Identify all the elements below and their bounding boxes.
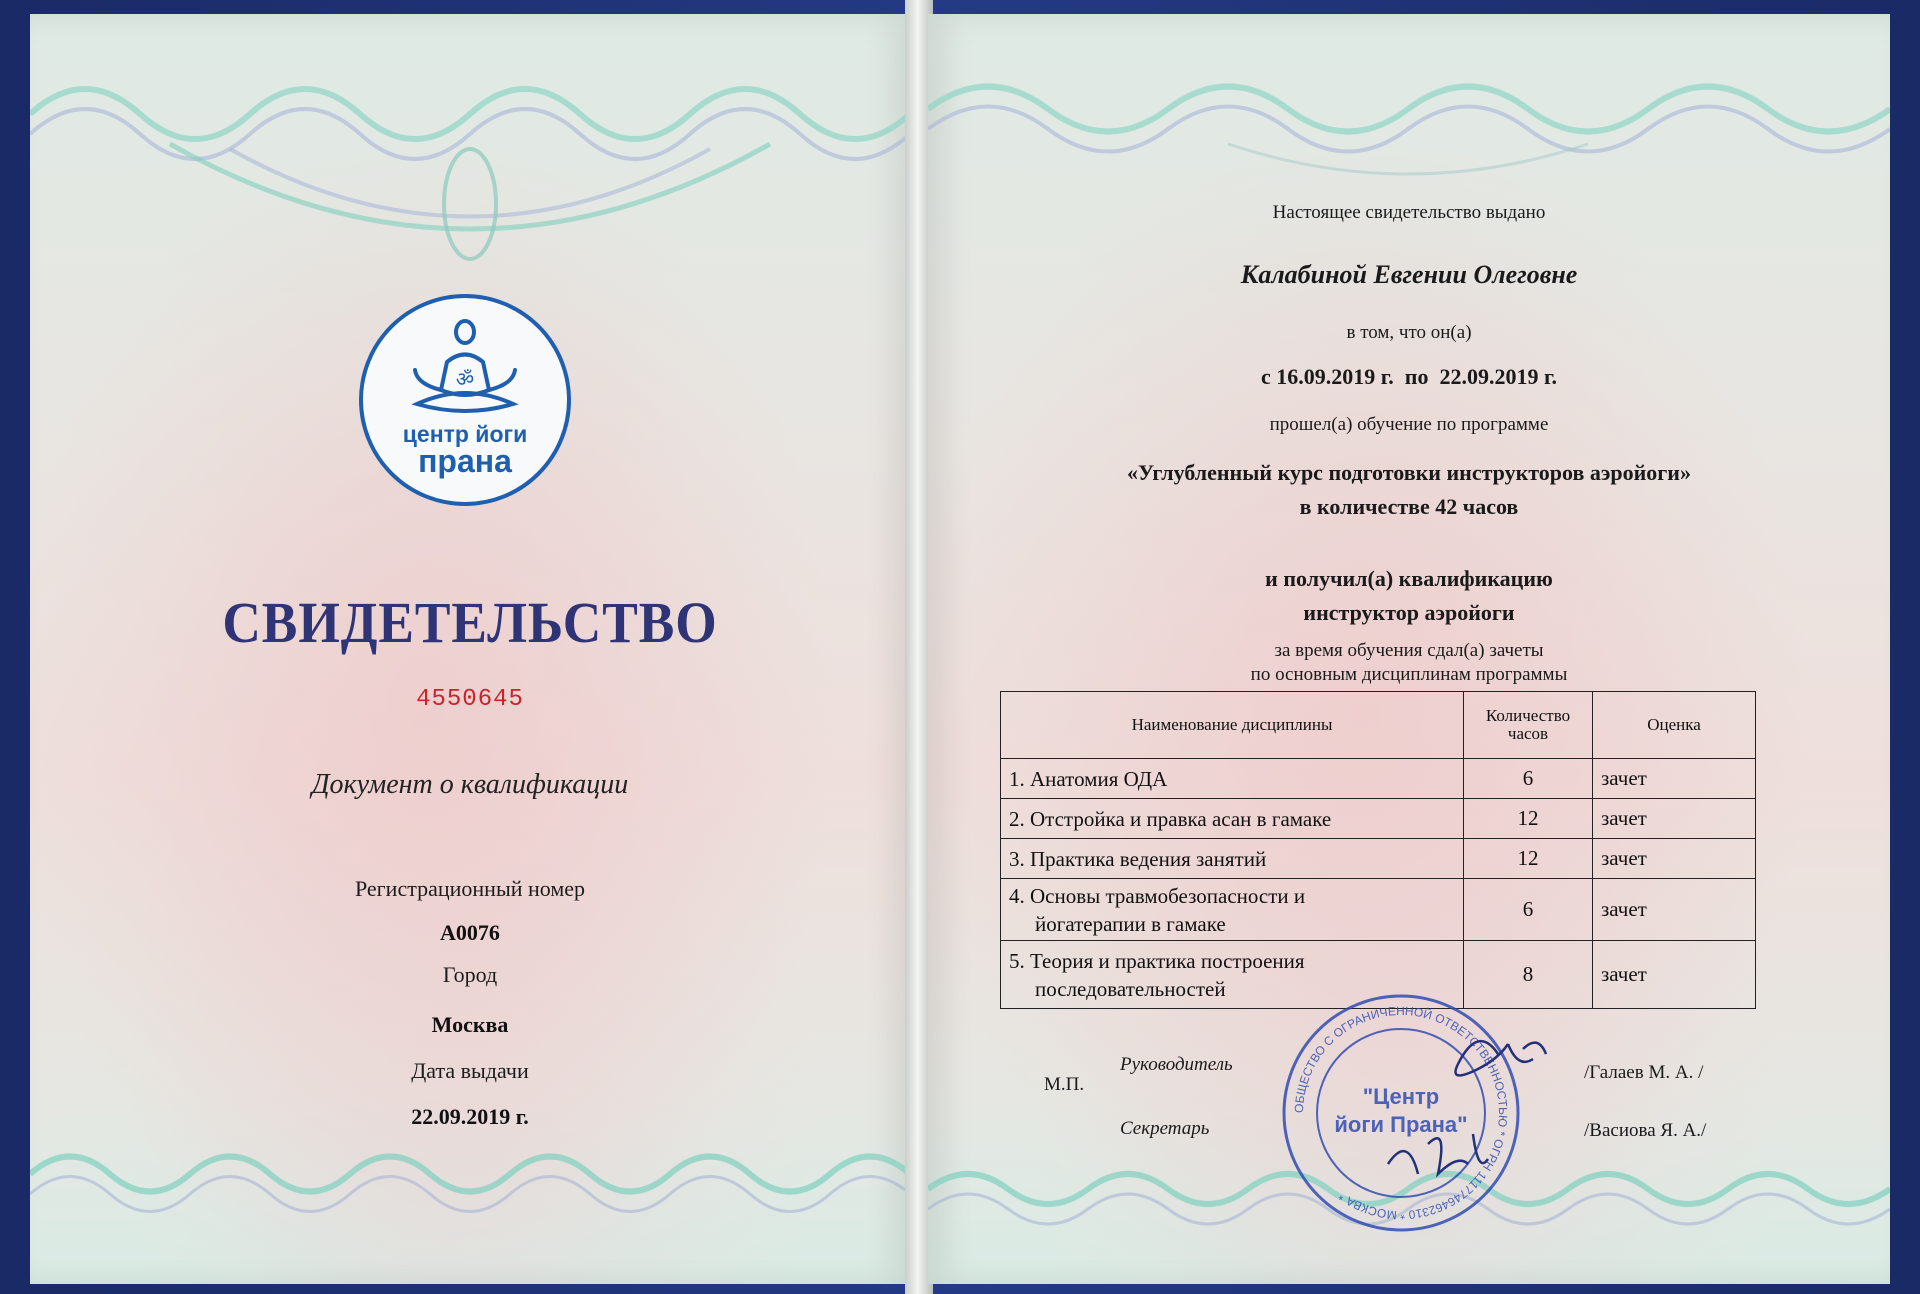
issue-date-label: Дата выдачи <box>411 1058 529 1083</box>
exams-line2: по основным дисциплинам программы <box>1250 664 1568 685</box>
disciplines-table <box>1000 691 1756 1009</box>
study-period: с 16.09.2019 г. по 22.09.2019 г. <box>1261 364 1557 389</box>
table-row <box>1001 759 1756 799</box>
qualification: инструктор аэройоги <box>1303 600 1515 625</box>
discipline-name: 5. Теория и практика построения последовательностей <box>1001 941 1464 1009</box>
table-row <box>1001 799 1756 839</box>
top-guilloche-band <box>30 54 910 274</box>
issued-to-label: Настоящее свидетельство выдано <box>1272 202 1546 223</box>
discipline-hours: 6 <box>1464 879 1593 941</box>
right-page <box>928 14 1890 1284</box>
table-row <box>1001 839 1756 879</box>
discipline-name: 2. Отстройка и правка асан в гамаке <box>1001 799 1464 839</box>
header-grade: Оценка <box>1593 692 1756 759</box>
header-discipline: Наименование дисциплины <box>1001 692 1464 759</box>
city-label: Город <box>442 962 498 987</box>
seal-label: М.П. <box>1044 1074 1085 1095</box>
left-page <box>30 14 910 1284</box>
header-hours: Количество часов <box>1464 692 1593 759</box>
program-name: «Углубленный курс подготовки инструкторов аэройоги» <box>1127 460 1691 485</box>
secretary-name: /Васиова Я. А./ <box>1584 1120 1707 1141</box>
discipline-grade: зачет <box>1593 839 1756 879</box>
secretary-label: Секретарь <box>1120 1118 1210 1139</box>
discipline-grade: зачет <box>1593 759 1756 799</box>
discipline-grade: зачет <box>1593 941 1756 1009</box>
logo-line2: прана <box>418 443 512 479</box>
that-label: в том, что он(а) <box>1346 322 1472 343</box>
reg-number: А0076 <box>440 920 500 945</box>
recipient-name: Калабиной Евгении Олеговне <box>1240 260 1578 289</box>
director-label: Руководитель <box>1120 1054 1233 1075</box>
discipline-name: 3. Практика ведения занятий <box>1001 839 1464 879</box>
qualification-label: и получил(а) квалификацию <box>1265 566 1553 591</box>
discipline-hours: 12 <box>1464 839 1593 879</box>
discipline-hours: 8 <box>1464 941 1593 1009</box>
top-guilloche-band <box>928 54 1890 194</box>
svg-text:ॐ: ॐ <box>455 367 475 391</box>
discipline-name: 4. Основы травмобезопасности и йогатерапии в гамаке <box>1001 879 1464 941</box>
director-name: /Галаев М. А. / <box>1584 1062 1704 1083</box>
table-header-row <box>1001 692 1756 759</box>
reg-number-label: Регистрационный номер <box>354 876 586 901</box>
program-hours: в количестве 42 часов <box>1299 494 1519 519</box>
bottom-guilloche-band <box>30 1134 910 1224</box>
discipline-hours: 6 <box>1464 759 1593 799</box>
discipline-grade: зачет <box>1593 799 1756 839</box>
exams-line1: за время обучения сдал(а) зачеты <box>1274 640 1544 661</box>
discipline-hours: 12 <box>1464 799 1593 839</box>
discipline-grade: зачет <box>1593 879 1756 941</box>
signature-mark <box>1348 1014 1548 1204</box>
table-row <box>1001 879 1756 941</box>
stamp-line2: йоги Прана" <box>1334 1112 1468 1137</box>
discipline-name: 1. Анатомия ОДА <box>1001 759 1464 799</box>
logo-line1: центр йоги <box>402 421 528 447</box>
stamp-ring-text: ОБЩЕСТВО С ОГРАНИЧЕННОЙ ОТВЕТСТВЕННОСТЬЮ * ОГРН 1117746462310 * МОСКВА * <box>1291 1003 1511 1223</box>
stamp-line1: "Центр <box>1362 1084 1440 1109</box>
issue-date: 22.09.2019 г. <box>411 1104 529 1129</box>
document-type: Документ о квалификации <box>311 769 629 800</box>
certificate-title: СВИДЕТЕЛЬСТВО <box>222 590 718 655</box>
completed-label: прошел(а) обучение по программе <box>1269 414 1549 435</box>
serial-number: 4550645 <box>416 686 524 713</box>
school-logo <box>357 292 573 508</box>
city: Москва <box>431 1012 509 1037</box>
